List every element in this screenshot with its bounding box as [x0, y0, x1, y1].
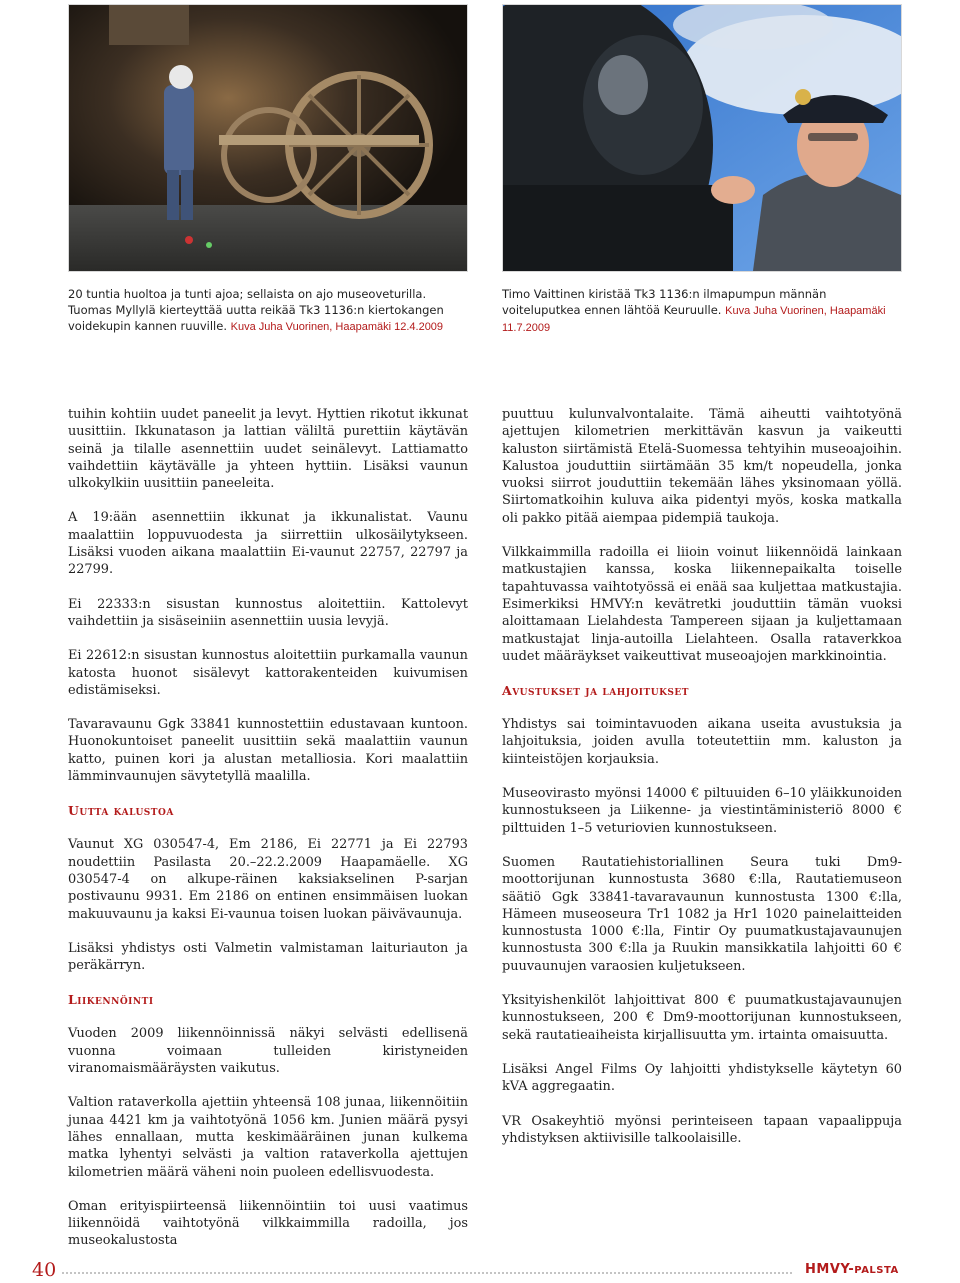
section-label — [805, 1262, 899, 1277]
paragraph: Vilkkaimmilla radoilla ei liioin voinut liikennöidä lainkaan matkustajien kanssa, koska liikennepaikalta toiselle tapahtuvassa vaihtotyössä ei enää saa kuljettaa matkustajia. Esimerkiksi HMVY:n kevätretki jouduttiin tämän vuoksi aloittamaan Lielahdesta Tampereen sijaan ja kuljettamaan matkustajat linja-autoilla Lielahteen. Osalla rataverkkoa uudet määräykset vaikeuttivat museoajojen markkinointia. — [502, 545, 902, 664]
page-number: 40 — [32, 1259, 57, 1281]
paragraph: A 19:ään asennettiin ikkunat ja ikkunalistat. Vaunu maalattiin loppuvuodesta ja siirrettiin ulkosäilytykseen. Lisäksi vuoden aikana maalattiin Ei-vaunut 22757, 22797 ja 22799. — [68, 510, 468, 578]
paragraph: Yksityishenkilöt lahjoittivat 800 € puumatkustajavaunujen kunnostukseen, 200 € Dm9-moottorijunan kunnostukseen, sekä rautatieaiheista kirjallisuutta ym. irtainta omaisuutta. — [502, 993, 902, 1043]
paragraph: Lisäksi yhdistys osti Valmetin valmistaman laituriauton ja peräkärryn. — [68, 940, 468, 974]
section-label-small: PALSTA — [854, 1265, 899, 1276]
footer-divider — [62, 1272, 792, 1276]
paragraph: puuttuu kulunvalvontalaite. Tämä aiheutti vaihtotyönä ajettujen kilometrien merkittävän kasvun ja vaikeutti kaluston siirtämistä Etelä-Suomessa tehtyihin museoajoihin. Kalustoa jouduttiin siirtämään 35 km/t nopeudella, jonka vuoksi siirrot jouduttiin tekemään lähes yksinomaan yöllä. Siirtomatkoihin kuluva aika pidentyi myös, koska matkalla oli pakko pitää aiempaa pidempiä taukoja. — [502, 407, 902, 526]
paragraph: Yhdistys sai toimintavuoden aikana useita avustuksia ja lahjoituksia, joiden avulla toteutettiin mm. kaluston ja kiinteistöjen korjauksia. — [502, 717, 902, 767]
paragraph: Ei 22612:n sisustan kunnostus aloitettiin purkamalla vaunun katosta huonot sisälevyt kattorakenteiden kuivumisen edistämiseksi. — [68, 648, 468, 698]
heading-liikennointi: Liikennöinti — [68, 992, 154, 1008]
caption-left — [68, 286, 468, 335]
heading-uutta-kalustoa: Uutta kalustoa — [68, 803, 174, 819]
paragraph: Vuoden 2009 liikennöinnissä näkyi selvästi edellisenä vuonna voimaan tulleiden kiristyneiden viranomaismääräysten vaikutus. — [68, 1026, 468, 1077]
caption-left-credit: Kuva Juha Vuorinen, Haapamäki 12.4.2009 — [230, 321, 444, 333]
paragraph: Tavaravaunu Ggk 33841 kunnostettiin edustavaan kuntoon. Huonokuntoiset paneelit uusittiin sekä maalattiin vaunun katto, puinen kori ja alustan metalliosia. Kori maalattiin lämminvaunujen sävytetyllä maalilla. — [68, 717, 468, 785]
caption-right-text: Timo Vaittinen kiristää Tk3 1136:n ilmapumpun männän voiteluputkea ennen lähtöä Keuruulle. — [502, 287, 827, 317]
paragraph: Oman erityispiirteensä liikennöintiin toi uusi vaatimus liikennöidä vaihtotyönä vilkkaimmilla radoilla, jos museokalustosta — [68, 1198, 468, 1249]
paragraph: VR Osakeyhtiö myönsi perinteiseen tapaan vapaalippuja yhdistyksen aktiivisille talkoolaisille. — [502, 1113, 902, 1146]
photo-locomotive-maintenance — [68, 4, 468, 272]
paragraph: Lisäksi Angel Films Oy lahjoitti yhdistykselle käytetyn 60 kVA aggregaatin. — [502, 1061, 902, 1095]
caption-right-credit: Kuva Juha Vuorinen, Haapamäki 11.7.2009 — [502, 305, 886, 334]
paragraph: Museovirasto myönsi 14000 € piltuuiden 6–10 yläikkunoiden kunnostukseen ja Liikenne- ja viestintäministeriö 8000 € pilttuiden 1–5 veturiovien kunnostukseen. — [502, 786, 902, 836]
photo-engineer-portrait — [502, 4, 902, 272]
paragraph: Valtion rataverkolla ajettiin yhteensä 108 junaa, liikennöitiin junaa 4421 km ja vaihtotyönä 1056 km. Junien määrä pysyi lähes ennallaan, mutta keskimääräinen junan kulkema matka lyhentyi selvästi ja valtion rataverkolla ajettujen kilometrien määrä väheni noin puoleen edellisvuodesta. — [68, 1095, 468, 1180]
caption-left-text: 20 tuntia huoltoa ja tunti ajoa; sellaista on ajo museoveturilla. Tuomas Myllylä kierteyttää uutta reikää Tk3 1136:n kiertokangen voidekupin kannen ruuville. — [68, 287, 444, 333]
section-label-main: HMVY- — [805, 1262, 855, 1277]
paragraph: Suomen Rautatiehistoriallinen Seura tuki Dm9-moottorijunan kunnostusta 3680 €:lla, Rautatiemuseon säätiö Ggk 33841-tavaravaunun kunnostusta 1300 €:lla, Hämeen museoseura Tr1 1082 ja Hr1 1020 painelaitteiden kunnostusta 1000 €:lla, Fintir Oy puumatkustajavaunujen kunnostusta 300 €:lla ja Ruukin mansikkatila lahjoitti 60 € puuvaunujen varaosien kuljetukseen. — [502, 854, 902, 974]
left-column — [68, 406, 468, 1267]
paragraph: tuihin kohtiin uudet paneelit ja levyt. Hyttien rikotut ikkunat uusittiin. Ikkunatason ja lattian väliltä purettiin käytävän seinä ja tilalle asennettiin uudet seinälevyt. Lattiamatto vaihdettiin käytävälle ja yhteen hyttiin. Lisäksi vaunun ulkokylkiin uusittiin paneeleita. — [68, 407, 468, 492]
heading-avustukset: Avustukset ja lahjoitukset — [502, 683, 689, 699]
paragraph: Vaunut XG 030547-4, Em 2186, Ei 22771 ja Ei 22793 noudettiin Pasilasta 20.–22.2.2009 Haapamäelle. XG 030547-4 on alkupe-räinen kaksiakselinen P-sarjan postivaunu 9931. Em 2186 on entinen ensimmäisen luokan makuuvaunu ja kaksi Ei-vaunua toisen luokan päivävaunuja. — [68, 837, 468, 922]
caption-right — [502, 286, 902, 336]
paragraph: Ei 22333:n sisustan kunnostus aloitettiin. Kattolevyt vaihdettiin ja sisäseiniin asennettiin uusia levyjä. — [68, 596, 468, 629]
right-column — [502, 406, 902, 1164]
